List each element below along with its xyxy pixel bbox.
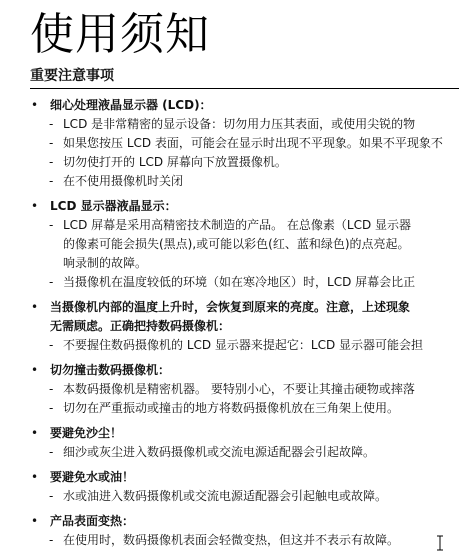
notice-line [49,172,459,191]
notice-line [49,153,459,172]
bullet-icon: • [31,426,39,440]
notice-line [49,487,459,506]
bullet-icon: • [31,514,39,528]
notice-heading: 要避免沙尘！ [50,426,123,440]
notice-line [63,235,459,254]
bullet-icon: • [31,470,39,484]
dash-marker: - [49,533,54,547]
notice-line-text: 细沙或灰尘进入数码摄像机或交流电源适配器会引起故障。 [63,445,376,459]
notice-heading: LCD 显示器液晶显示： [50,199,177,213]
dash-marker: - [49,401,54,415]
notice-heading: 产品表面变热： [50,514,135,528]
notice-line-text: 无需顾虑。正确把持数码摄像机： [50,319,231,333]
notice-line [49,216,459,235]
notice-line [49,336,459,355]
notice-line [50,317,459,336]
notice-line-text: 在使用时，数码摄像机表面会轻微变热，但这并不表示有故障。 [63,533,400,547]
bullet-icon: • [31,98,39,112]
bullet-icon: • [31,363,39,377]
notice-item [0,298,459,355]
notice-line [49,115,459,134]
dash-marker: - [49,489,54,503]
notice-line [49,443,459,462]
notice-line-text: 在不使用摄像机时关闭 [63,174,184,188]
notice-line-text: 如果您按压 LCD 表面，可能会在显示时出现不平现象。如果不平现象不 [63,136,443,150]
notice-line-text: 水或油进入数码摄像机或交流电源适配器会引起触电或故障。 [63,489,388,503]
notice-line-text: 不要握住数码摄像机的 LCD 显示器来提起它：LCD 显示器可能会担 [63,338,424,352]
notice-line-text: LCD 屏幕是采用高精密技术制造的产品。 在总像素（LCD 显示器 [63,218,412,232]
notice-line-text: 响录制的故障。 [63,256,148,270]
notice-line [49,273,459,292]
page-title: 使用须知 [30,9,210,60]
notice-item [0,468,459,506]
dash-marker: - [49,174,54,188]
notice-line-text: 本数码摄像机是精密机器。 要特别小心，不要让其撞击硬物或摔落 [63,382,415,396]
notice-line [49,380,459,399]
notice-line [49,531,459,550]
notice-heading: 细心处理液晶显示器 (LCD)： [50,98,212,112]
notice-line-text: LCD 是非常精密的显示设备：切勿用力压其表面，或使用尖锐的物 [63,117,416,131]
dash-marker: - [49,275,54,289]
section-divider [30,88,459,89]
notice-line-text: 切勿使打开的 LCD 屏幕向下放置摄像机。 [63,155,287,169]
bullet-icon: • [31,300,39,314]
dash-marker: - [49,382,54,396]
dash-marker: - [49,445,54,459]
notice-line-text: 的像素可能会损失(黑点),或可能以彩色(红、蓝和绿色)的点亮起。 [63,237,410,251]
notice-heading: 切勿撞击数码摄像机： [50,363,171,377]
notice-list [0,96,459,556]
notice-item [0,96,459,191]
dash-marker: - [49,136,54,150]
notice-heading: 要避免水或油！ [50,470,135,484]
text-cursor-icon [434,535,446,551]
notice-heading: 当摄像机内部的温度上升时，会恢复到原来的亮度。注意，上述现象 [50,300,411,314]
notice-line-text: 切勿在严重振动或撞击的地方将数码摄像机放在三角架上使用。 [63,401,400,415]
notice-line [63,254,459,273]
notice-item [0,512,459,550]
dash-marker: - [49,218,54,232]
notice-item [0,424,459,462]
notice-line [49,134,459,153]
notice-line [49,399,459,418]
dash-marker: - [49,338,54,352]
dash-marker: - [49,155,54,169]
notice-item [0,197,459,292]
notice-item [0,361,459,418]
notice-line-text: 当摄像机在温度较低的环境（如在寒冷地区）时，LCD 屏幕会比正 [63,275,416,289]
section-heading: 重要注意事项 [30,68,114,84]
dash-marker: - [49,117,54,131]
bullet-icon: • [31,199,39,213]
